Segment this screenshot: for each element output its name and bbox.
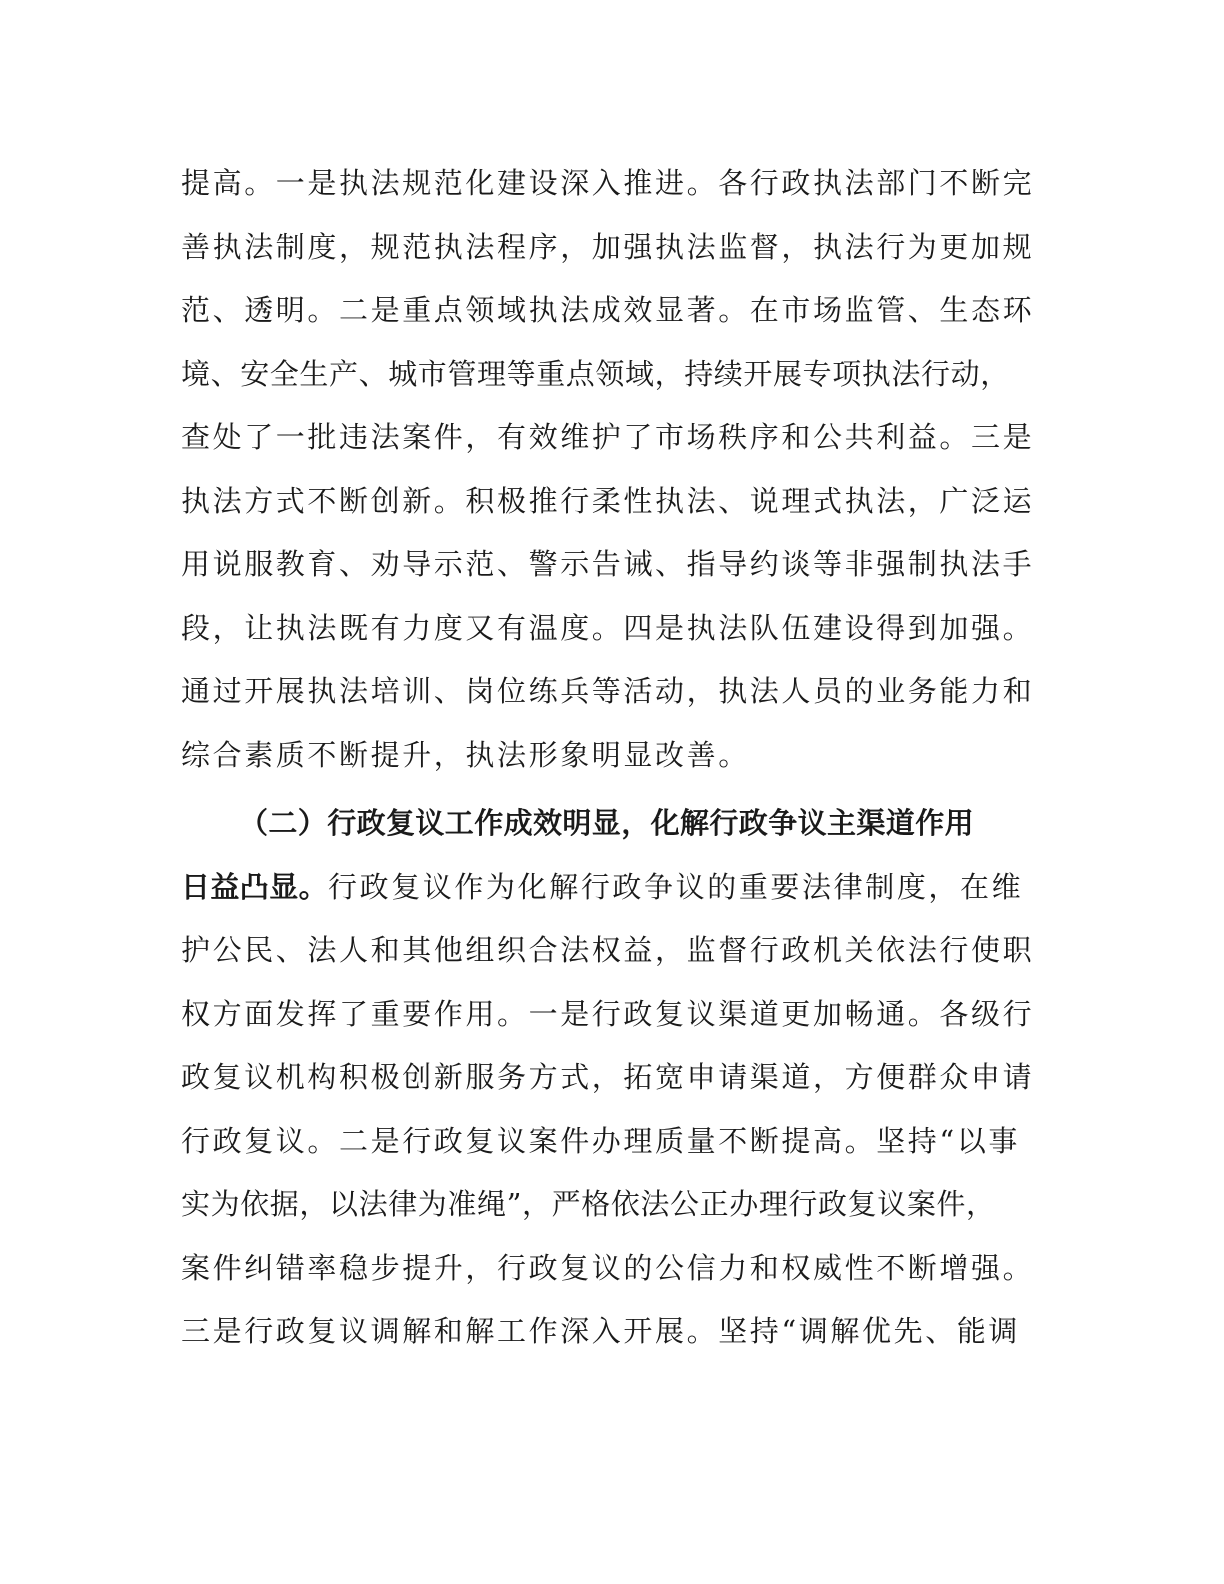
text-line: 境、安全生产、城市管理等重点领域，持续开展专项执法行动， bbox=[181, 356, 1010, 391]
section-heading-end: 日益凸显。 bbox=[181, 869, 329, 904]
text-line: 用说服教育、劝导示范、警示告诫、指导约谈等非强制执法手 bbox=[181, 547, 1035, 581]
text-line: 权方面发挥了重要作用。一是行政复议渠道更加畅通。各级行 bbox=[181, 996, 1035, 1031]
text-line: 三是行政复议调解和解工作深入开展。坚持“调解优先、能调 bbox=[181, 1314, 1021, 1348]
paragraph-administrative-review bbox=[181, 792, 1061, 1364]
text-line: 段，让执法既有力度又有温度。四是执法队伍建设得到加强。 bbox=[181, 610, 1035, 645]
text-span: 行政复议作为化解行政争议的重要法律制度，在维 bbox=[328, 869, 1024, 904]
text-line: 执法方式不断创新。积极推行柔性执法、说理式执法，广泛运 bbox=[181, 483, 1035, 518]
text-line: 提高。一是执法规范化建设深入推进。各行政执法部门不断完 bbox=[181, 166, 1035, 200]
text-line: 实为依据，以法律为准绳”，严格依法公正办理行政复议案件， bbox=[181, 1187, 996, 1221]
text-line: 查处了一批违法案件，有效维护了市场秩序和公共利益。三是 bbox=[181, 420, 1035, 454]
text-line: 综合素质不断提升，执法形象明显改善。 bbox=[181, 737, 750, 772]
text-line: 善执法制度，规范执法程序，加强执法监督，执法行为更加规 bbox=[181, 229, 1035, 264]
section-heading bbox=[181, 792, 1061, 856]
text-line: 范、透明。二是重点领域执法成效显著。在市场监管、生态环 bbox=[181, 293, 1035, 327]
paragraph-law-enforcement bbox=[181, 152, 1061, 787]
text-line: 行政复议。二是行政复议案件办理质量不断提高。坚持“以事 bbox=[181, 1123, 1021, 1158]
document-body bbox=[181, 152, 1061, 1364]
text-line: 案件纠错率稳步提升，行政复议的公信力和权威性不断增强。 bbox=[181, 1250, 1035, 1285]
text-line bbox=[181, 856, 1061, 920]
text-line: 政复议机构积极创新服务方式，拓宽申请渠道，方便群众申请 bbox=[181, 1060, 1035, 1094]
text-line: 通过开展执法培训、岗位练兵等活动，执法人员的业务能力和 bbox=[181, 674, 1035, 708]
text-line: 护公民、法人和其他组织合法权益，监督行政机关依法行使职 bbox=[181, 933, 1035, 967]
section-heading-text: （二）行政复议工作成效明显，化解行政争议主渠道作用 bbox=[239, 806, 975, 840]
